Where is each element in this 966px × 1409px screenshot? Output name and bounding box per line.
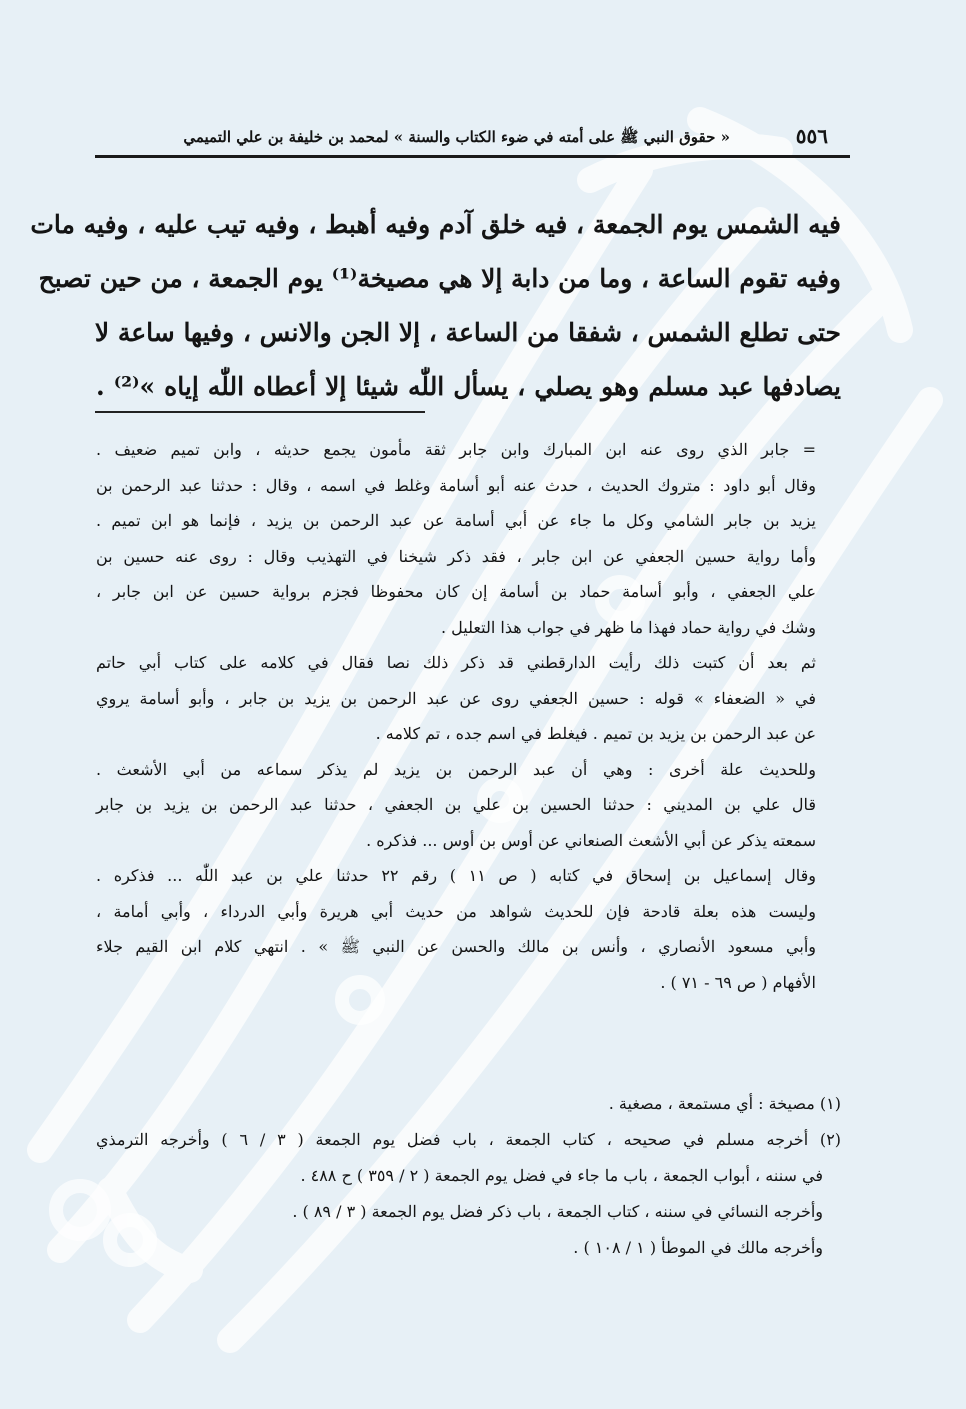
footnote-1: (١) مصيخة : أي مستمعة ، مصغية . [608,1094,841,1113]
note-line: وقال أبو داود : متروك الحديث ، حدث عنه أبو أسامة وغلط في اسمه ، وقال : حدثنا عبد الرحمن بن [96,475,816,495]
footnote-2-continued: في سننه ، أبواب الجمعة ، باب ما جاء في فضل يوم الجمعة ( ٢ / ٣٥٩ ) ح ٤٨٨ . [300,1166,823,1185]
note-line: وللحديث علة أخرى : وهي أن عبد الرحمن بن يزيد لم يذكر سماعه من أبي الأشعث . [96,759,816,779]
note-line: علي الجعفي ، وأبو أسامة حماد بن أسامة إن كان محفوظا فجزم برواية حسين عن ابن جابر ، [96,582,817,601]
main-body-text [30,198,841,414]
note-line: يزيد بن جابر الشامي وكل ما جاء عن أبي أسامة عن عبد الرحمن بن يزيد ، فإنما هو ابن تميم . [96,511,817,530]
note-line: وأما رواية حسين الجعفي عن ابن جابر ، فقد ذكر شيخنا في التهذيب وقال : روى عنه حسين بن [96,546,816,566]
note-line: = جابر الذي روى عنه ابن المبارك وابن جابر ثقة مأمون يجمع حديثه ، وابن تميم ضعيف . [96,440,817,459]
note-line: وقال إسماعيل بن إسحاق في كتابه ( ص ١١ ) رقم ٢٢ حدثنا علي بن عبد اللّٰه ... فذكره . [96,866,817,885]
footnote-2: (٢) أخرجه مسلم في صحيحه ، كتاب الجمعة ، باب فضل يوم الجمعة ( ٣ / ٦ ) وأخرجه الترمذي [96,1130,842,1149]
note-line: عن عبد الرحمن بن يزيد بن تميم . فيغلط في اسم جده ، تم كلامه . [375,724,816,743]
continued-note-text [96,432,816,1000]
footnote-2-continued: وأخرجه النسائي في سننه ، كتاب الجمعة ، باب ذكر فضل يوم الجمعة ( ٣ / ٨٩ ) . [292,1202,823,1221]
note-line: قال علي بن المديني : حدثنا الحسين بن علي بن الجعفي ، حدثنا عبد الرحمن بن يزيد بن جابر [96,795,816,814]
note-line: الأفهام ( ص ٦٩ - ٧١ ) . [660,972,816,992]
footnote-separator [95,411,425,413]
note-line: وشك في رواية حماد فهذا ما ظهر في جواب هذا التعليل . [441,617,816,637]
page-number: ٥٥٦ [795,124,828,148]
note-line: وأبي مسعود الأنصاري ، وأنس بن مالك والحسن عن النبي ﷺ » . انتهي كلام ابن القيم جلاء [96,937,816,956]
body-line: وفيه تقوم الساعة ، وما من دابة إلا هي مصيخة⁽¹⁾ يوم الجمعة ، من حين تصبح [38,264,841,293]
footnotes [96,1086,841,1266]
body-line: يصادفها عبد مسلم وهو يصلي ، يسأل اللّٰه شيئا إلا أعطاه اللّٰه إياه »⁽²⁾ . [96,372,841,401]
note-line: ثم بعد أن كتبت ذلك رأيت الدارقطني قد ذكر ذلك نصا فقال في كلامه على كتاب أبي حاتم [96,653,816,672]
header-rule [95,155,850,158]
running-header [95,116,850,158]
body-line: فيه الشمس يوم الجمعة ، فيه خلق آدم وفيه أهبط ، وفيه تيب عليه ، وفيه مات [30,210,841,239]
note-line: سمعته يذكر عن أبي الأشعث الصنعاني عن أوس بن أوس ... فذكره . [366,830,816,850]
note-line: وليست هذه بعلة قادحة فإن للحديث شواهد من حديث أبي هريرة وأبي الدرداء ، وأبي أمامة ، [96,901,816,921]
footnote-2-continued: وأخرجه مالك في الموطأ ( ١ / ١٠٨ ) . [573,1238,823,1257]
body-line: حتى تطلع الشمس ، شفقا من الساعة ، إلا الجن والانس ، وفيها ساعة لا [94,318,841,347]
note-line: في « الضعفاء » قوله : حسين الجعفي روى عن عبد الرحمن بن يزيد بن جابر ، وأبو أسامة يروي [96,688,816,708]
running-title: « حقوق النبي ﷺ على أمته في ضوء الكتاب والسنة » لمحمد بن خليفة بن علي التميمي [183,128,730,146]
